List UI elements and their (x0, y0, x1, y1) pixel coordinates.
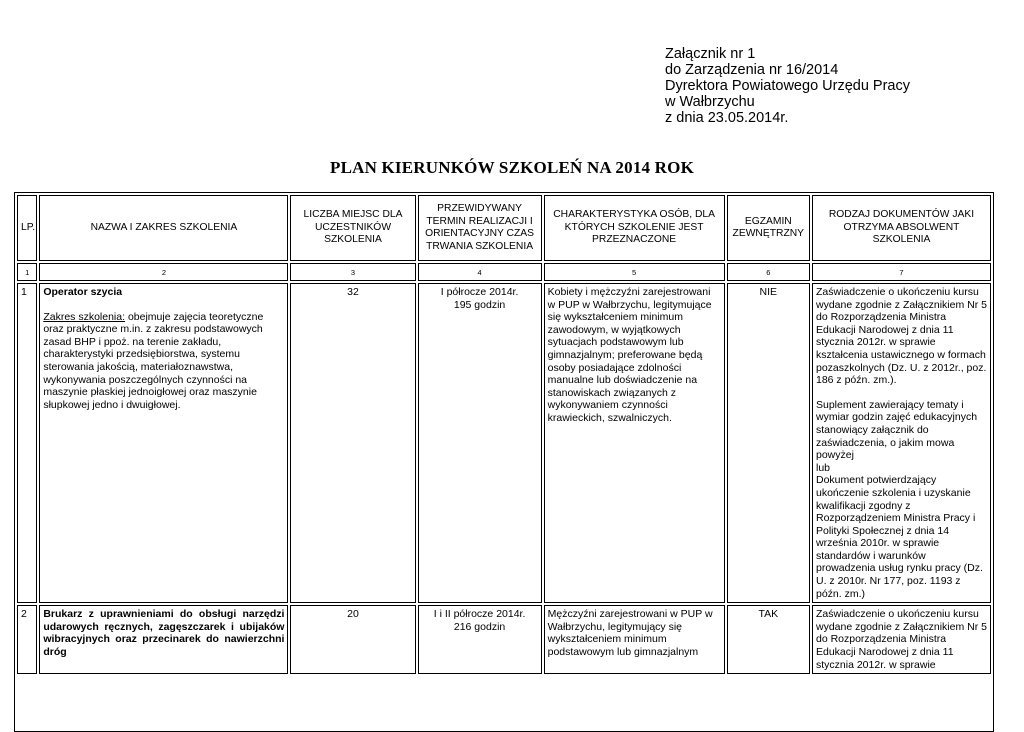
row-name-cell (39, 283, 288, 603)
term-period: I i II półrocze 2014r. (433, 608, 526, 621)
row-lp: 1 (17, 283, 37, 603)
annex-header (665, 46, 910, 126)
docs-or: lub (815, 461, 830, 474)
document-title: PLAN KIERUNKÓW SZKOLEŃ NA 2014 ROK (329, 158, 694, 177)
annex-line: Załącznik nr 1 (665, 46, 756, 62)
column-number-row (17, 263, 991, 281)
training-scope (43, 311, 284, 412)
term-period: I półrocze 2014r. (440, 286, 519, 298)
training-title: Brukarz z uprawnieniami do obsługi narzędzi udarowych ręcznych, zagęszczarek i ubijaków wibracyjnych oraz przecinarek do nawierzchni dróg (39, 605, 288, 674)
header-name: NAZWA I ZAKRES SZKOLENIA (39, 195, 288, 261)
column-number: 3 (290, 263, 415, 281)
annex-line: w Wałbrzychu (665, 94, 755, 110)
docs-paragraph: Zaświadczenie o ukończeniu kursu wydane zgodnie z Załącznikiem Nr 5 do Rozporządzenia Ministra Edukacji Narodowej z dnia 11 stycznia 2012r. w sprawie kształcenia ustawicznego w formach pozaszkolnych (Dz. U. z 2012r., poz. 186 z późn. zm.). (815, 286, 987, 387)
term-hours: 216 godzin (453, 620, 506, 633)
annex-line: do Zarządzenia nr 16/2014 (665, 62, 839, 78)
column-number: 4 (418, 263, 542, 281)
row-exam: TAK (727, 605, 810, 674)
annex-line: Dyrektora Powiatowego Urzędu Pracy (665, 78, 910, 94)
row-persons: Mężczyźni zarejestrowani w PUP w Wałbrzychu, legitymujący się wykształceniem minimum podstawowym lub gimnazjalnym (544, 605, 725, 674)
column-number: 7 (812, 263, 991, 281)
row-term (418, 605, 542, 674)
row-docs (812, 283, 991, 603)
column-number: 6 (727, 263, 810, 281)
docs-paragraph: Suplement zawierający tematy i wymiar godzin zajęć edukacyjnych stanowiący załącznik do zaświadczenia, o jakim mowa powyżej (815, 398, 978, 462)
row-seats: 32 (290, 283, 415, 603)
row-term (418, 283, 542, 603)
scope-text: obejmuje zajęcia teoretyczne oraz praktyczne m.in. z zakresu podstawowych zasad BHP i ppoż. na terenie zakładu, charakterystyki przedsiębiorstwa, systemu sterowania jakością, materiałoznawstwa, wykonywania poszczególnych czynności na maszynie płaskiej jednoigłowej oraz maszynie słupkowej jedno i dwuigłowej. (43, 310, 264, 411)
table-header-row (17, 195, 991, 261)
docs-paragraph: Dokument potwierdzający ukończenie szkolenia i uzyskanie kwalifikacji zgodny z Rozporządzeniem Ministra Pracy i Polityki Społecznej z dnia 14 września 2010r. w sprawie standardów i warunków prowadzenia usług rynku pracy (Dz. U. z 2010r. Nr 177, poz. 1193 z późn. zm.) (815, 474, 983, 600)
header-term: PRZEWIDYWANY TERMIN REALIZACJI I ORIENTACYJNY CZAS TRWANIA SZKOLENIA (418, 195, 542, 261)
row-docs: Zaświadczenie o ukończeniu kursu wydane zgodnie z Załącznikiem Nr 5 do Rozporządzenia Ministra Edukacji Narodowej z dnia 11 stycznia 2012r. w sprawie (812, 605, 991, 674)
scope-label: Zakres szkolenia: (43, 310, 126, 323)
header-exam: EGZAMIN ZEWNĘTRZNY (727, 195, 810, 261)
header-seats: LICZBA MIEJSC DLA UCZESTNIKÓW SZKOLENIA (290, 195, 415, 261)
column-number: 1 (17, 263, 37, 281)
row-exam: NIE (727, 283, 810, 603)
row-lp: 2 (17, 605, 37, 674)
term-hours: 195 godzin (453, 298, 506, 311)
header-docs: RODZAJ DOKUMENTÓW JAKI OTRZYMA ABSOLWENT SZKOLENIA (812, 195, 991, 261)
table-row (17, 283, 991, 603)
training-title: Operator szycia (43, 286, 123, 298)
header-lp: LP. (17, 195, 37, 261)
training-plan-table (14, 192, 994, 732)
row-seats: 20 (290, 605, 415, 674)
table-row (17, 605, 991, 674)
column-number: 2 (39, 263, 288, 281)
header-persons: CHARAKTERYSTYKA OSÓB, DLA KTÓRYCH SZKOLENIE JEST PRZEZNACZONE (544, 195, 725, 261)
annex-line: z dnia 23.05.2014r. (665, 110, 789, 126)
column-number: 5 (544, 263, 725, 281)
row-persons: Kobiety i mężczyźni zarejestrowani w PUP w Wałbrzychu, legitymujące się wykształceniem minimum zawodowym, w wyjątkowych sytuacjach podstawowym lub gimnazjalnym; preferowane będą osoby posiadające zdolności manualne lub doświadczenie na stanowiskach związanych z wykonywaniem czynności krawieckich, szwalniczych. (544, 283, 725, 603)
